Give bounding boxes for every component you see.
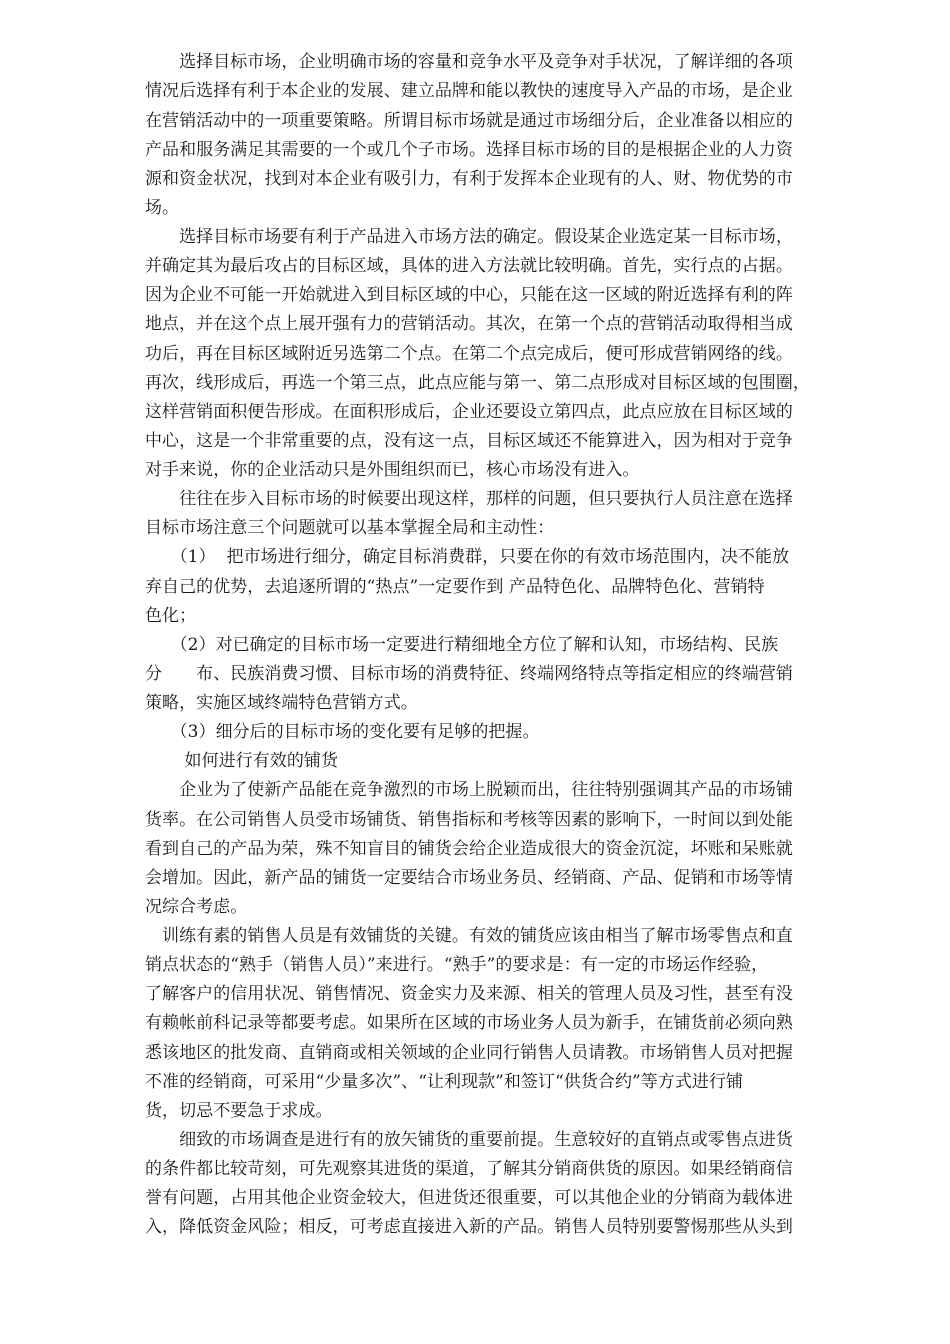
paragraph-4-line: （1） 把市场进行细分，确定目标消费群，只要在你的有效市场范围内，决不能放 <box>145 547 790 567</box>
paragraph-3-line: 目标市场注意三个问题就可以基本掌握全局和主动性： <box>145 518 555 538</box>
paragraph-9-line: 有赖帐前科记录等都要考虑。如果所在区域的市场业务人员为新手，在铺货前必须向熟 <box>145 1013 793 1033</box>
paragraph-8-line: 企业为了使新产品能在竞争激烈的市场上脱颖而出，往往特别强调其产品的市场铺 <box>145 780 793 800</box>
paragraph-10-line: 的条件都比较苛刻，可先观察其进货的渠道，了解其分销商供货的原因。如果经销商信 <box>145 1159 793 1179</box>
paragraph-9-line: 悉该地区的批发商、直销商或相关领域的企业同行销售人员请教。市场销售人员对把握 <box>145 1043 793 1063</box>
paragraph-9-line: 不准的经销商，可采用“少量多次”、“让利现款”和签订“供货合约”等方式进行铺 <box>145 1072 744 1092</box>
paragraph-1-line: 情况后选择有利于本企业的发展、建立品牌和能以教快的速度导入产品的市场，是企业 <box>145 81 793 101</box>
paragraph-8-line: 会增加。因此，新产品的铺货一定要结合市场业务员、经销商、产品、促销和市场等情 <box>145 868 793 888</box>
paragraph-2-line: 地点，并在这个点上展开强有力的营销活动。其次，在第一个点的营销活动取得相当成 <box>145 314 793 334</box>
paragraph-10-line: 誉有问题，占用其他企业资金较大，但进货还很重要，可以其他企业的分销商为载体进 <box>145 1188 793 1208</box>
paragraph-2-line: 对手来说，你的企业活动只是外围组织而已，核心市场没有进入。 <box>145 460 640 480</box>
paragraph-5-line: 策略，实施区域终端特色营销方式。 <box>145 693 418 713</box>
paragraph-2-line: 并确定其为最后攻占的目标区域，具体的进入方法就比较明确。首先，实行点的占据。 <box>145 256 793 276</box>
paragraph-2-line: 选择目标市场要有利于产品进入市场方法的确定。假设某企业选定某一目标市场， <box>145 227 793 247</box>
paragraph-9-line: 训练有素的销售人员是有效铺货的关键。有效的铺货应该由相当了解市场零售点和直 <box>145 926 793 946</box>
paragraph-7-line: 如何进行有效的铺货 <box>145 751 339 771</box>
paragraph-1-line: 源和资金状况，找到对本企业有吸引力，有利于发挥本企业现有的人、财、物优势的市 <box>145 169 793 189</box>
paragraph-9-line: 销点状态的“熟手（销售人员）”来进行。“熟手”的要求是：有一定的市场运作经验， <box>145 955 769 975</box>
paragraph-10-line: 入，降低资金风险；相反，可考虑直接进入新的产品。销售人员特别要警惕那些从头到 <box>145 1217 793 1237</box>
paragraph-1-line: 选择目标市场，企业明确市场的容量和竞争水平及竞争对手状况，了解详细的各项 <box>145 52 793 72</box>
paragraph-1-line: 场。 <box>145 198 180 218</box>
paragraph-2-line: 功后，再在目标区域附近另选第二个点。在第二个点完成后，便可形成营销网络的线。 <box>145 344 793 364</box>
paragraph-8-line: 货率。在公司销售人员受市场铺货、销售指标和考核等因素的影响下，一时间以到处能 <box>145 810 793 830</box>
paragraph-9-line: 了解客户的信用状况、销售情况、资金实力及来源、相关的管理人员及习性，甚至有没 <box>145 984 793 1004</box>
paragraph-1-line: 产品和服务满足其需要的一个或几个子市场。选择目标市场的目的是根据企业的人力资 <box>145 140 793 160</box>
paragraph-4-line: 弃自己的优势，去追逐所谓的“热点”一定要作到 产品特色化、品牌特色化、营销特 <box>145 577 765 597</box>
paragraph-1-line: 在营销活动中的一项重要策略。所谓目标市场就是通过市场细分后，企业准备以相应的 <box>145 111 793 131</box>
paragraph-2-line: 这样营销面积便告形成。在面积形成后，企业还要设立第四点，此点应放在目标区域的 <box>145 402 793 422</box>
paragraph-6-line: （3）细分后的目标市场的变化要有足够的把握。 <box>145 722 540 742</box>
paragraph-10-line: 细致的市场调查是进行有的放矢铺货的重要前提。生意较好的直销点或零售点进货 <box>145 1130 793 1150</box>
paragraph-9-line: 货，切忌不要急于求成。 <box>145 1101 333 1121</box>
paragraph-5-line: （2）对已确定的目标市场一定要进行精细地全方位了解和认知，市场结构、民族 <box>145 635 779 655</box>
paragraph-2-line: 再次，线形成后，再选一个第三点，此点应能与第一、第二点形成对目标区域的包围圈， <box>145 373 810 393</box>
paragraph-5-line: 分 布、民族消费习惯、目标市场的消费特征、终端网络特点等指定相应的终端营销 <box>145 664 793 684</box>
paragraph-8-line: 况综合考虑。 <box>145 897 248 917</box>
paragraph-4-line: 色化； <box>145 606 197 626</box>
paragraph-3-line: 往往在步入目标市场的时候要出现这样，那样的问题，但只要执行人员注意在选择 <box>145 489 793 509</box>
paragraph-8-line: 看到自己的产品为荣，殊不知盲目的铺货会给企业造成很大的资金沉淀，坏账和呆账就 <box>145 839 793 859</box>
paragraph-2-line: 中心，这是一个非常重要的点，没有这一点，目标区域还不能算进入，因为相对于竞争 <box>145 431 793 451</box>
paragraph-2-line: 因为企业不可能一开始就进入到目标区域的中心，只能在这一区域的附近选择有利的阵 <box>145 285 793 305</box>
